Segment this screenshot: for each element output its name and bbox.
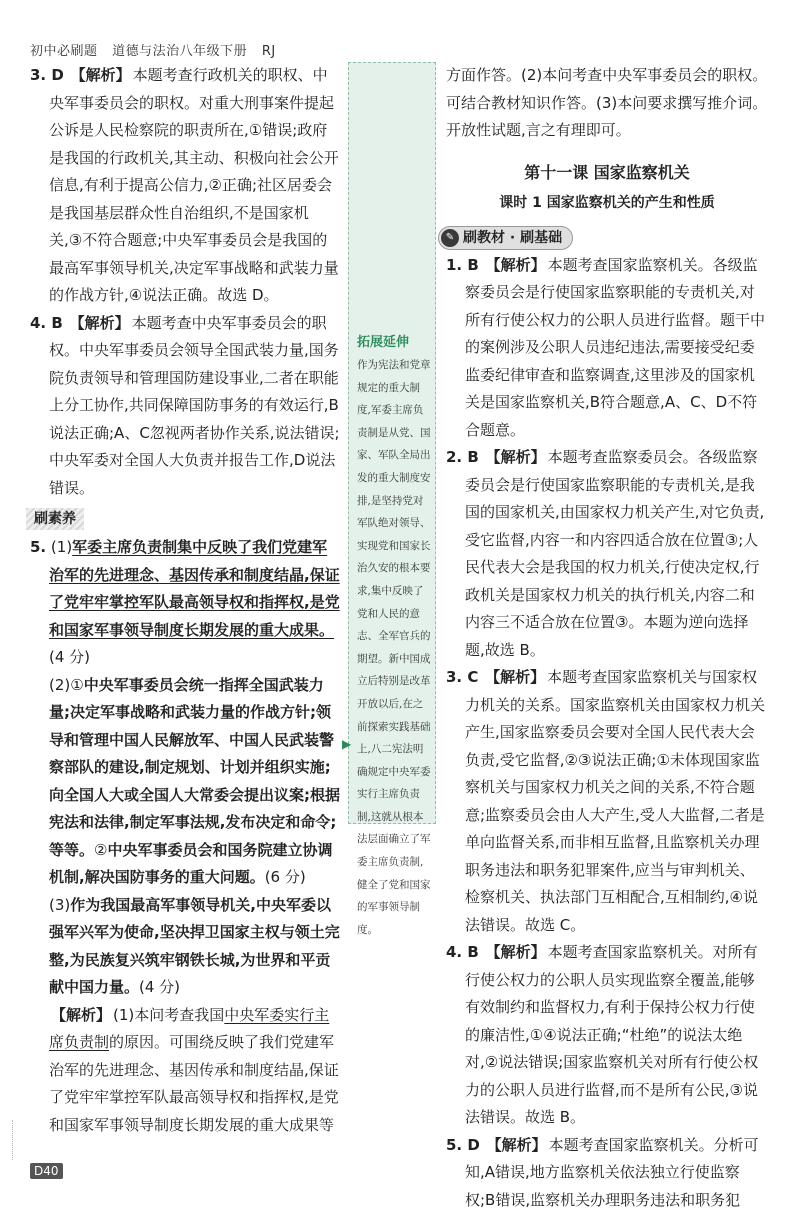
page-header — [30, 40, 286, 59]
answer-5: 5. (1)军委主席负责制集中反映了我们党建军治军的先进理念、基因传承和制度结晶,保证了党牢牢掌控军队最高领导权和指挥权,是党和国家军事领导制度长期发展的重大成果。(4 分) (2)①中央军事委员会统一指挥全国武装力量;决定军事战略和武装力量的作战方针;领导和管理中国人民解放军、中国人民武装警察部队的建设,制定规划、计划并组织实施;向全国人大或全国人大常委会提出议案;根据宪法和法律,制定军事法规,发布决定和命令;等等。②中央军事委员会和国务院建立协调机制,解决国防事务的重大问题。(6 分) (3)作为我国最高军事领导机关,中央军委以强军兴军为使命,坚决捍卫国家主权与领土完整,为民族复兴筑牢钢铁长城,为世界和平贡献中国力量。(4 分) 【解析】 (1)本问考查我国中央军委实行主席负责制的原因。可围绕反映了我们党建军治军的先进理念、基因传承和制度结晶,保证了党牢牢掌控军队最高领导权和指挥权,是党和国家军事领导制度长期发展的重大成果等 — [30, 534, 340, 1139]
answer-r2: 2. B 【解析】 本题考查监察委员会。各级监察委员会是行使国家监察职能的专责机关,是我国的国家机关,由国家权力机关产生,对它负责,受它监督,内容一和内容四适合放在位置③;人民代表大会是我国的权力机关,行使决定权,行政机关是国家权力机关的执行机关,内容二和内容三不适合放在位置③。本题为逆向选择题,故选 B。 — [446, 444, 768, 664]
header-edition: RJ — [262, 44, 276, 59]
lesson-subtitle: 课时 1 国家监察机关的产生和性质 — [446, 190, 768, 218]
answer-r4: 4. B 【解析】 本题考查国家监察机关。对所有行使公权力的公职人员实现监察全覆盖,能够有效制约和监督权力,有利于保持公权力行使的廉洁性,①④说法正确;“杜绝”的说法太绝对,②说法错误;国家监察机关对所有行使公权力的公职人员进行监督,而不是所有公民,③说法错误。故选 B。 — [446, 939, 768, 1132]
answer-r3: 3. C 【解析】 本题考查国家监察机关与国家权力机关的关系。国家监察机关由国家权力机关产生,国家监察委员会要对全国人民代表大会负责,受它监督,②③说法正确;①未体现国家监察机关与国家权力机关之间的关系,不符合题意;监察委员会由人大产生,受人大监督,二者是单向监督关系,而非相互监督,且监察机关办理职务违法和职务犯罪案件,应当与审判机关、检察机关、执法部门互相配合,互相制约,④说法错误。故选 C。 — [446, 664, 768, 939]
answer-r5: 5. D 【解析】 本题考查国家监察机关。分析可知,A错误,地方监察机关依法独立行使监察权;B错误,监察机关办理职务违法和职务犯 — [446, 1132, 768, 1214]
answer-4: 4. B 【解析】 本题考查中央军事委员会的职权。中央军事委员会领导全国武装力量,国务院负责领导和管理国防建设事业,二者在职能上分工协作,共同保障国防事务的有效运行,B说法正确;A、C忽视两者协作关系,说法错误;中央军委对全国人大负责并报告工作,D说法错误。 — [30, 310, 340, 503]
answer-5-part1: 军委主席负责制集中反映了我们党建军治军的先进理念、基因传承和制度结晶,保证了党牢牢掌控军队最高领导权和指挥权,是党和国家军事领导制度长期发展的重大成果。 — [49, 538, 340, 639]
section-label: 刷素养 — [26, 508, 84, 530]
extension-sidebar — [348, 62, 436, 824]
page-fold-mark — [12, 1120, 33, 1160]
answer-5-analysis: 【解析】 (1)本问考查我国中央军委实行主席负责制的原因。可围绕反映了我们党建军治军的先进理念、基因传承和制度结晶,保证了党牢牢掌控军队最高领导权和指挥权,是党和国家军事领导制度长期发展的重大成果等 — [30, 1002, 340, 1140]
answer-5-part3: 作为我国最高军事领导机关,中央军委以强军兴军为使命,坚决捍卫国家主权与领土完整,为民族复兴筑牢钢铁长城,为世界和平贡献中国力量。 — [49, 896, 340, 997]
pen-icon: ✎ — [441, 229, 459, 247]
sidebar-title: 拓展延伸 — [357, 331, 431, 350]
answer-r1: 1. B 【解析】 本题考查国家监察机关。各级监察委员会是行使国家监察职能的专责机关,对所有行使公权力的公职人员进行监督。题干中的案例涉及公职人员违纪违法,需要接受纪委监委纪律审查和监察调查,这里涉及的国家机关是国家监察机关,B符合题意,A、C、D不符合题意。 — [446, 252, 768, 445]
answer-5-part2: 中央军事委员会统一指挥全国武装力量;决定军事战略和武装力量的作战方针;领导和管理中国人民解放军、中国人民武装警察部队的建设,制定规划、计划并组织实施;向全国人大或全国人大常委会提出议案;根据宪法和法律,制定军事法规,发布决定和命令;等等。 — [49, 676, 340, 859]
practice-section-label: ✎ 刷教材 · 刷基础 — [438, 226, 573, 250]
lesson-title: 第十一课 国家监察机关 — [446, 159, 768, 187]
right-column — [446, 62, 768, 1214]
answer-3: 3. D 【解析】 本题考查行政机关的职权、中央军事委员会的职权。对重大刑事案件提起公诉是人民检察院的职责所在,①错误;政府是我国的行政机关,其主动、积极向社会公开信息,有利于提高公信力,②正确;社区居委会是我国基层群众性自治组织,不是国家机关,③不符合题意;中央军事委员会是我国的最高军事领导机关,决定军事战略和武装力量的作战方针,④说法正确。故选 D。 — [30, 62, 340, 310]
page-number: D40 — [30, 1163, 63, 1179]
header-subject: 道德与法治八年级下册 — [112, 44, 247, 59]
sidebar-text: 作为宪法和党章规定的重大制度,军委主席负责制是从党、国家、军队全局出发的重大制度安排,是坚持党对军队绝对领导、实现党和国家长治久安的根本要求,集中反映了党和人民的意志、全军官兵的期望。新中国成立后特别是改革开放以后,在之前探索实践基础上,八二宪法明确规定中央军委实行主席负责制,这就从根本法层面确立了军委主席负责制,健全了党和国家的军事领导制度。 — [357, 354, 431, 941]
pointer-arrow-icon: ▶ — [342, 737, 351, 751]
answer-5-continued: 方面作答。(2)本问考查中央军事委员会的职权。可结合教材知识作答。(3)本问要求撰写推介词。开放性试题,言之有理即可。 — [446, 62, 768, 145]
left-column — [30, 62, 340, 1139]
header-series: 初中必刷题 — [30, 44, 98, 59]
